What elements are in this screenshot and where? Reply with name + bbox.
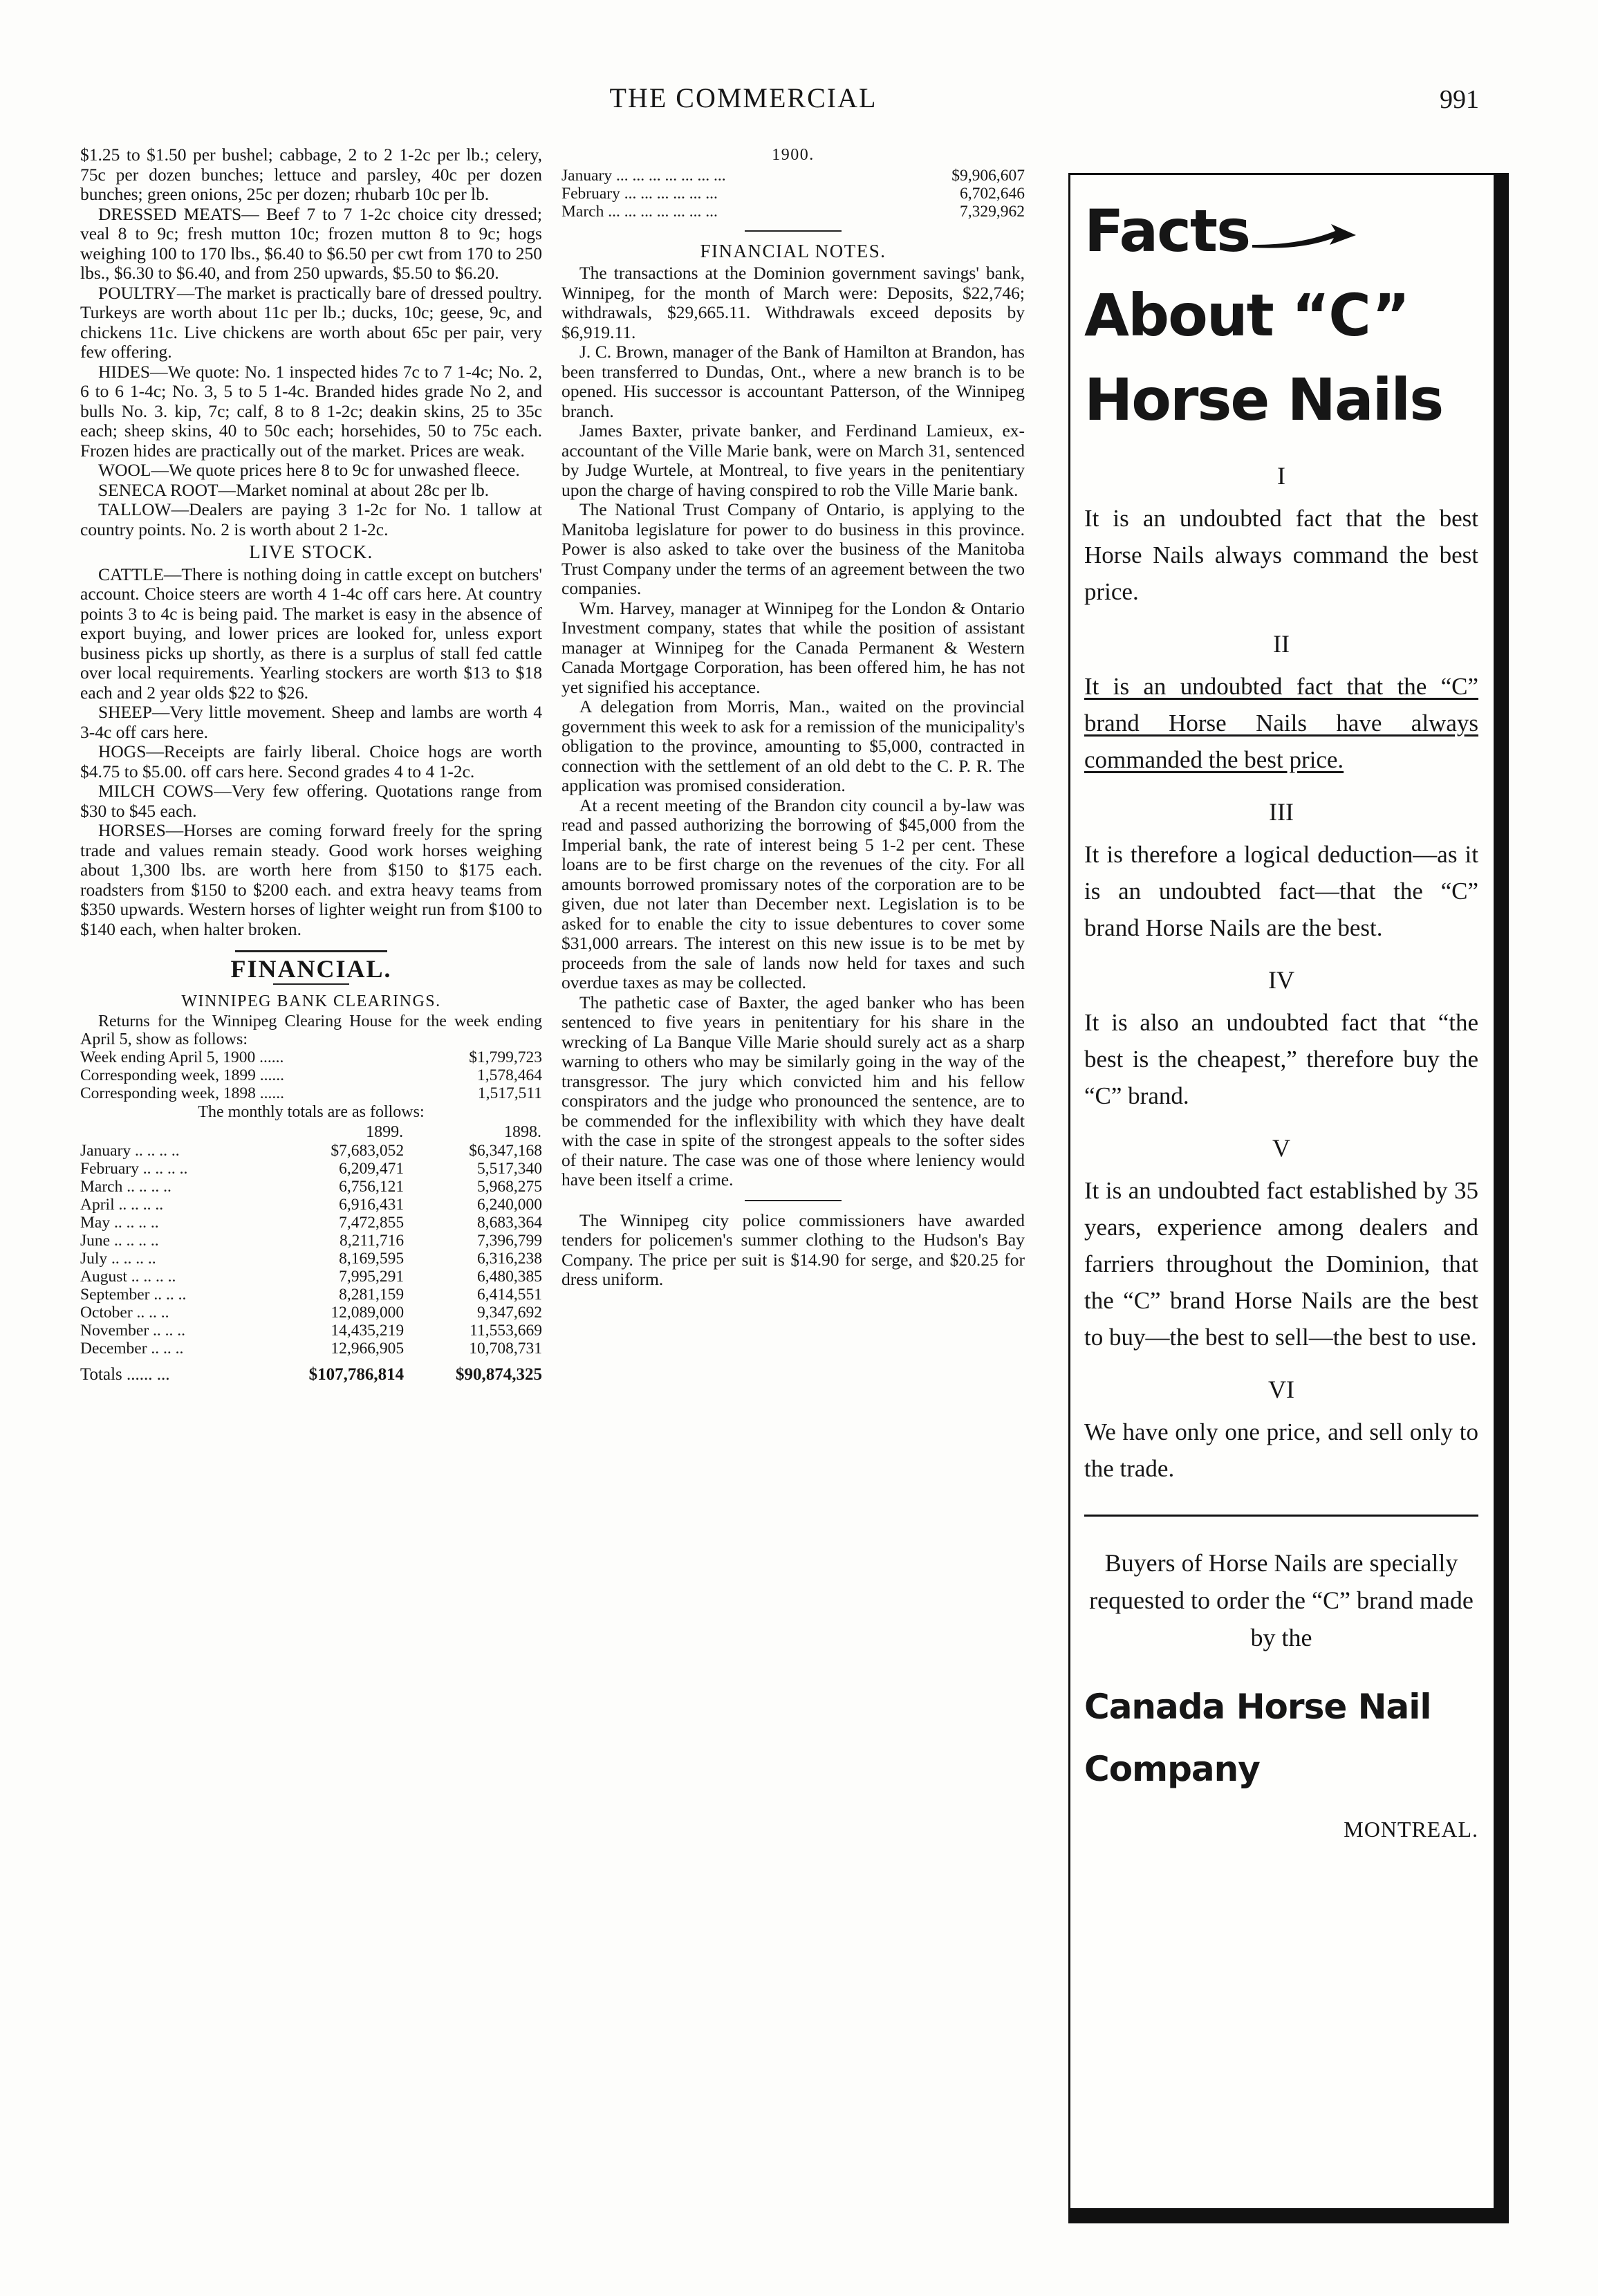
table-row [80,1214,542,1232]
table-row [80,1232,542,1250]
column-market-reports [80,145,542,1384]
month-value: 8,169,595 [339,1249,405,1268]
table-row [80,1286,542,1304]
section-divider [745,1200,842,1201]
month-value: 7,472,855 [339,1213,405,1232]
row-label: Week ending April 5, 1900 ...... [80,1048,284,1066]
section-text: We have only one price, and sell only to the trade. [1084,1418,1478,1482]
weekly-clearings-table [80,1048,542,1102]
row-value: 1,517,511 [477,1084,542,1102]
section-text: It is an undoubted fact that the best Horse Nails always command the best price. [1084,505,1478,605]
month-label: February .. .. .. .. [80,1159,188,1178]
month-value: 8,211,716 [340,1231,405,1250]
month-label: December .. .. .. [80,1339,184,1358]
market-paragraph: SENECA ROOT—Market nominal at about 28c per lb. [98,479,490,500]
month-value: 6,916,431 [339,1195,405,1214]
note-paragraph: At a recent meeting of the Brandon city council a by-law was read and passed authorizing the borrowing of $45,000 from the Imperial bank, the rate of interest being 5 1-2 per cent. These loans are to be first charge on the revenues of the city. For all amounts borrowed promissary notes of the corporation are to be given, due not later than December next. Legislation is to be asked for to enable the city to issue debentures to cover some $31,000 arrears. The interest on this new issue is to be met by proceeds from the sale of lands now held for taxes and such overdue taxes as may be collected. [561,795,1025,992]
month-value: 6,316,238 [477,1249,542,1268]
month-value: 5,968,275 [477,1177,542,1196]
clearings-heading: WINNIPEG BANK CLEARINGS. [181,992,441,1010]
column-header: 1898. [504,1122,541,1141]
company-name-line: Company [1084,1749,1260,1789]
month-label: July .. .. .. .. [80,1249,156,1268]
note-paragraph: The Winnipeg city police commissioners have awarded tenders for policemen's summer clothing to the Hudson's Bay Company. The price per suit is $14.90 for serge, and $20.25 for dress uniform. [561,1210,1025,1289]
month-label: May .. .. .. .. [80,1213,159,1232]
table-row [80,1250,542,1268]
month-value: 7,396,799 [477,1231,542,1250]
livestock-paragraph: CATTLE—There is nothing doing in cattle except on butchers' account. Choice steers are worth 4 1-4c off cars here. At country points 3 to 4c is being paid. The market is easy in the absence of export buying, and lower prices are looked for, unless export business picks up shortly, as there is a surplus of stall fed cattle over local requirements. Yearling stockers are worth $13 to $18 each and 2 year olds $22 to $26. [80,564,542,703]
row-label: Corresponding week, 1899 ...... [80,1066,285,1084]
month-value: 14,435,219 [331,1321,405,1340]
month-value: 10,708,731 [469,1339,542,1358]
note-paragraph: A delegation from Morris, Man., waited on the provincial government this week to ask for a remission of the municipality's obligation to the province, amounting to $5,000, contracted in connection with the settlement of an old debt to the C. P. R. The application was promised consideration. [561,696,1025,795]
month-value: 5,517,340 [477,1159,542,1178]
section-divider [273,983,349,985]
ad-headline-line: About “C” [1084,281,1409,349]
market-paragraph: DRESSED MEATS— Beef 7 to 7 1-2c choice city dressed; veal 8 to 9c; fresh mutton 10c; frozen mutton 8 to 9c; hogs weighing 100 to 170 lbs., $6.40 to $6.50 per cwt from 170 to 250 lbs., $6.30 to $6.40, and from 250 upwards, $5.50 to $6.20. [80,203,542,283]
totals-1898: $90,874,325 [456,1364,542,1384]
clearings-intro: Returns for the Winnipeg Clearing House for the week ending April 5, show as follows: [80,1012,542,1048]
nail-arrow-icon [1252,221,1356,249]
month-label: April .. .. .. .. [80,1195,164,1214]
month-value: 6,240,000 [477,1195,542,1214]
row-value: $1,799,723 [469,1048,542,1066]
column-financial-notes [561,145,1025,1290]
table-row [561,185,1025,203]
ad-divider [1084,1515,1478,1517]
running-title: THE COMMERCIAL [609,82,877,113]
year-1900-table [561,167,1025,221]
note-paragraph: The National Trust Company of Ontario, is applying to the Manitoba legislature for power to do business in this province. Power is also asked to take over the business of the Manitoba Trust Company under the terms of an agreement between the two companies. [561,499,1025,598]
table-row [80,1066,542,1084]
company-name [1084,1676,1478,1800]
note-paragraph: Wm. Harvey, manager at Winnipeg for the London & Ontario Investment company, states that while the position of assistant manager at Winnipeg for the Canada Permanent & Western Canada Mortgage Corporation, has been offered him, he has not yet signified his acceptance. [561,598,1025,697]
month-label: September .. .. .. [80,1285,187,1304]
row-value: 7,329,962 [960,202,1025,221]
table-row [80,1160,542,1178]
livestock-paragraph: MILCH COWS—Very few offering. Quotations range from $30 to $45 each. [80,781,542,821]
note-paragraph: James Baxter, private banker, and Ferdinand Lamieux, ex-accountant of the Ville Marie bank, were on March 31, sentenced by Judge Wurtele, at Montreal, to five years in the penitentiary upon the charge of having conspired to rob the Ville Marie bank. [561,420,1025,500]
financial-heading: FINANCIAL. [230,955,392,983]
month-value: 6,209,471 [339,1159,405,1178]
month-value: 12,966,905 [331,1339,405,1358]
table-row [80,1142,542,1160]
year-heading: 1900. [772,146,815,164]
month-value: 6,480,385 [477,1267,542,1286]
month-label: March .. .. .. .. [80,1177,171,1196]
table-row [561,203,1025,221]
market-paragraph: TALLOW—Dealers are paying 3 1-2c for No. 1 tallow at country points. No. 2 is worth about 2 1-2c. [80,499,542,539]
advertisement-body [1084,189,1478,1842]
company-city: MONTREAL. [1344,1817,1478,1842]
month-label: June .. .. .. .. [80,1231,159,1250]
livestock-paragraph: SHEEP—Very little movement. Sheep and lambs are worth 4 3-4c off cars here. [80,702,542,742]
livestock-heading: LIVE STOCK. [249,541,373,562]
section-divider [745,230,842,232]
note-paragraph: The transactions at the Dominion government savings' bank, Winnipeg, for the month of March were: Deposits, $22,746; withdrawals, $29,665.11. Withdrawals exceed deposits by $6,919.11. [561,263,1025,342]
market-paragraph: POULTRY—The market is practically bare of dressed poultry. Turkeys are worth about 11c per lb.; ducks, 10c; geese, 9c, and chickens 11c. Live chickens are worth about 65c per pair, very few offering. [80,282,542,362]
section-numeral: I [1277,462,1285,490]
table-row [80,1178,542,1196]
ad-headline-line: Horse Nails [1084,366,1443,434]
table-row [80,1304,542,1322]
section-numeral: VI [1268,1376,1294,1403]
table-row [80,1268,542,1286]
table-row [80,1340,542,1358]
totals-row [80,1358,542,1384]
section-numeral: IV [1268,966,1294,994]
month-value: $7,683,052 [331,1141,405,1160]
ad-headline [1084,189,1478,442]
market-paragraph: WOOL—We quote prices here 8 to 9c for unwashed fleece. [98,460,520,480]
notes-heading: FINANCIAL NOTES. [700,240,886,261]
month-value: 12,089,000 [331,1303,405,1322]
horse-nail-advertisement [1068,173,1509,2223]
livestock-paragraph: HOGS—Receipts are fairly liberal. Choice hogs are worth $4.75 to $5.00. off cars here. Second grades 4 to 4 1-2c. [80,741,542,781]
section-text: It is an undoubted fact established by 35 years, experience among dealers and farriers throughout the Dominion, that the “C” brand Horse Nails are the best to buy—the best to sell—the best to use. [1084,1177,1478,1351]
row-label: Corresponding week, 1898 ...... [80,1084,285,1102]
table-row [561,167,1025,185]
month-label: November .. .. .. [80,1321,186,1340]
month-value: 9,347,692 [477,1303,542,1322]
month-value: 6,414,551 [477,1285,542,1304]
month-label: August .. .. .. .. [80,1267,176,1286]
totals-label: Totals ...... ... [80,1364,170,1384]
column-header: 1899. [366,1122,404,1141]
company-name-line: Canada Horse Nail [1084,1687,1431,1727]
market-paragraph: $1.25 to $1.50 per bushel; cabbage, 2 to 2 1-2c per lb.; celery, 75c per dozen bunches; lettuce and parsley, 40c per dozen bunches; green onions, 25c per dozen; rhubarb 10c per lb. [80,145,542,204]
note-paragraph: J. C. Brown, manager of the Bank of Hamilton at Brandon, has been transferred to Dundas, Ont., where a new branch is to be opened. His successor is accountant Patterson, of the Winnipeg branch. [561,342,1025,421]
month-label: January .. .. .. .. [80,1141,180,1160]
monthly-clearings-table [80,1122,542,1384]
row-value: 6,702,646 [960,184,1025,203]
table-row [80,1084,542,1102]
table-row [80,1322,542,1340]
table-row [80,1048,542,1066]
month-value: 11,553,669 [470,1321,542,1340]
ad-headline-line: Facts [1084,189,1478,273]
table-header-row [80,1122,542,1142]
month-value: 8,281,159 [339,1285,405,1304]
row-label: March ... ... ... ... ... ... ... [561,202,718,221]
month-value: 8,683,364 [477,1213,542,1232]
market-paragraph: HIDES—We quote: No. 1 inspected hides 7c to 7 1-4c; No. 2, 6 to 6 1-4c; No. 3, 5 to 5 1-4c. Branded hides grade No 2, and bulls No. 3. kip, 7c; calf, 8 to 8 1-2c; deakin skins, 25 to 35c each; sheep skins, 40 to 50c each; horsehides, 50 to 75c each. Frozen hides are practically out of the market. Prices are weak. [80,361,542,461]
buyers-note: Buyers of Horse Nails are specially requested to order the “C” brand made by the [1089,1549,1474,1651]
totals-1899: $107,786,814 [308,1364,405,1384]
section-numeral: V [1272,1134,1290,1162]
table-row [80,1196,542,1214]
section-divider [235,950,387,952]
monthly-intro: The monthly totals are as follows: [198,1103,425,1121]
month-value: 7,995,291 [339,1267,405,1286]
month-value: 6,756,121 [339,1177,405,1196]
section-text: It is therefore a logical deduction—as it is an undoubted fact—that the “C” brand Horse Nails are the best. [1084,841,1478,941]
section-numeral: III [1269,798,1294,826]
row-value: $9,906,607 [951,166,1025,185]
note-paragraph: The pathetic case of Baxter, the aged banker who has been sentenced to five years in penitentiary for his share in the wrecking of La Banque Ville Marie should surely act as a sharp warning to others who may be similarly going in the way of the transgressor. The jury which convicted him and his fellow conspirators and the judge who pronounced the sentence, are to be commended for the inflexibility with which they have dealt with the case in spite of the strongest appeals to the softer sides of their nature. The case was one of those where leniency would have been itself a crime. [561,992,1025,1189]
month-label: October .. .. .. [80,1303,169,1322]
section-numeral: II [1273,630,1290,658]
row-value: 1,578,464 [477,1066,542,1084]
row-label: January ... ... ... ... ... ... ... [561,166,726,185]
row-label: February ... ... ... ... ... ... [561,184,718,203]
section-text: It is also an undoubted fact that “the best is the cheapest,” therefore buy the “C” brand. [1084,1009,1478,1109]
livestock-paragraph: HORSES—Horses are coming forward freely for the spring trade and values remain steady. Good work horses weighing about 1,300 lbs. are worth here from $150 to $175 each. roadsters from $150 to $200 each. and extra heavy teams from $350 upwards. Western horses of lighter weight run from $100 to $140 each, when halter broken. [80,820,542,939]
section-text: It is an undoubted fact that the “C” brand Horse Nails have always commanded the best price. [1084,673,1478,773]
page-number: 991 [1440,85,1479,114]
month-value: $6,347,168 [469,1141,542,1160]
